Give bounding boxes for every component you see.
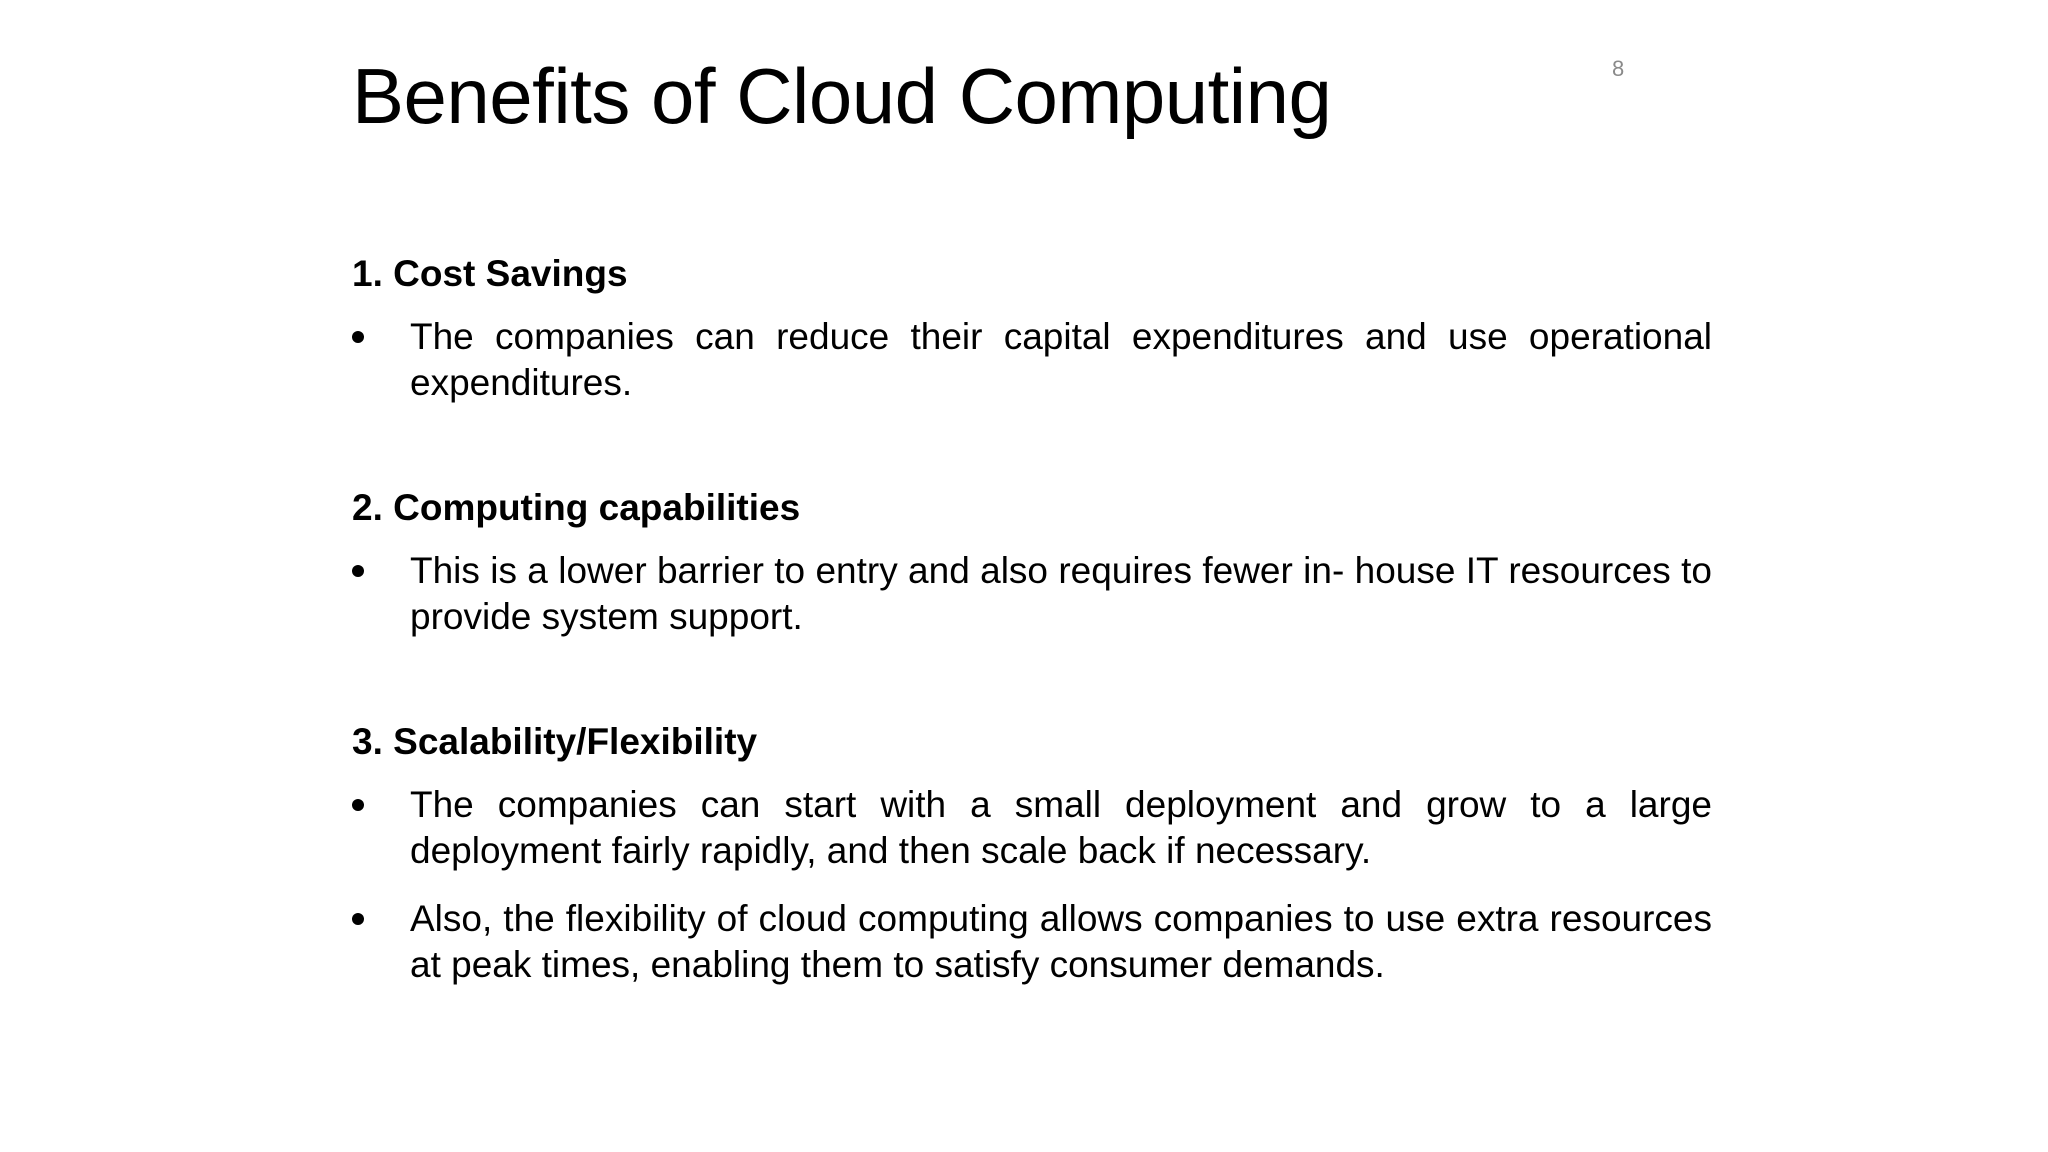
section-heading: 2. Computing capabilities <box>352 487 801 528</box>
slide-title: Benefits of Cloud Computing <box>352 52 1332 140</box>
bullet-list <box>352 782 1712 988</box>
slide-number: 8 <box>1612 56 1625 81</box>
bullet-dot-icon <box>352 799 364 811</box>
bullet-dot-icon <box>352 565 364 577</box>
bullet-item <box>352 548 1712 640</box>
bullet-item <box>352 314 1712 406</box>
section-scalability-flexibility <box>352 716 1712 988</box>
bullet-list <box>352 314 1712 406</box>
bullet-item <box>352 896 1712 988</box>
bullet-text: This is a lower barrier to entry and also requires fewer in- house IT resources to provide system support. <box>410 550 1712 637</box>
bullet-text: The companies can reduce their capital expenditures and use operational expenditures. <box>410 316 1712 403</box>
bullet-item <box>352 782 1712 874</box>
bullet-list <box>352 548 1712 640</box>
bullet-text: Also, the flexibility of cloud computing allows companies to use extra resources at peak times, enabling them to satisfy consumer demands. <box>410 898 1712 985</box>
section-heading: 3. Scalability/Flexibility <box>352 721 758 762</box>
section-heading: 1. Cost Savings <box>352 253 628 294</box>
bullet-dot-icon <box>352 913 364 925</box>
slide-content <box>352 248 1712 1064</box>
bullet-dot-icon <box>352 331 364 343</box>
bullet-text: The companies can start with a small deployment and grow to a large deployment fairly rapidly, and then scale back if necessary. <box>410 784 1712 871</box>
section-computing-capabilities <box>352 482 1712 640</box>
section-cost-savings <box>352 248 1712 406</box>
